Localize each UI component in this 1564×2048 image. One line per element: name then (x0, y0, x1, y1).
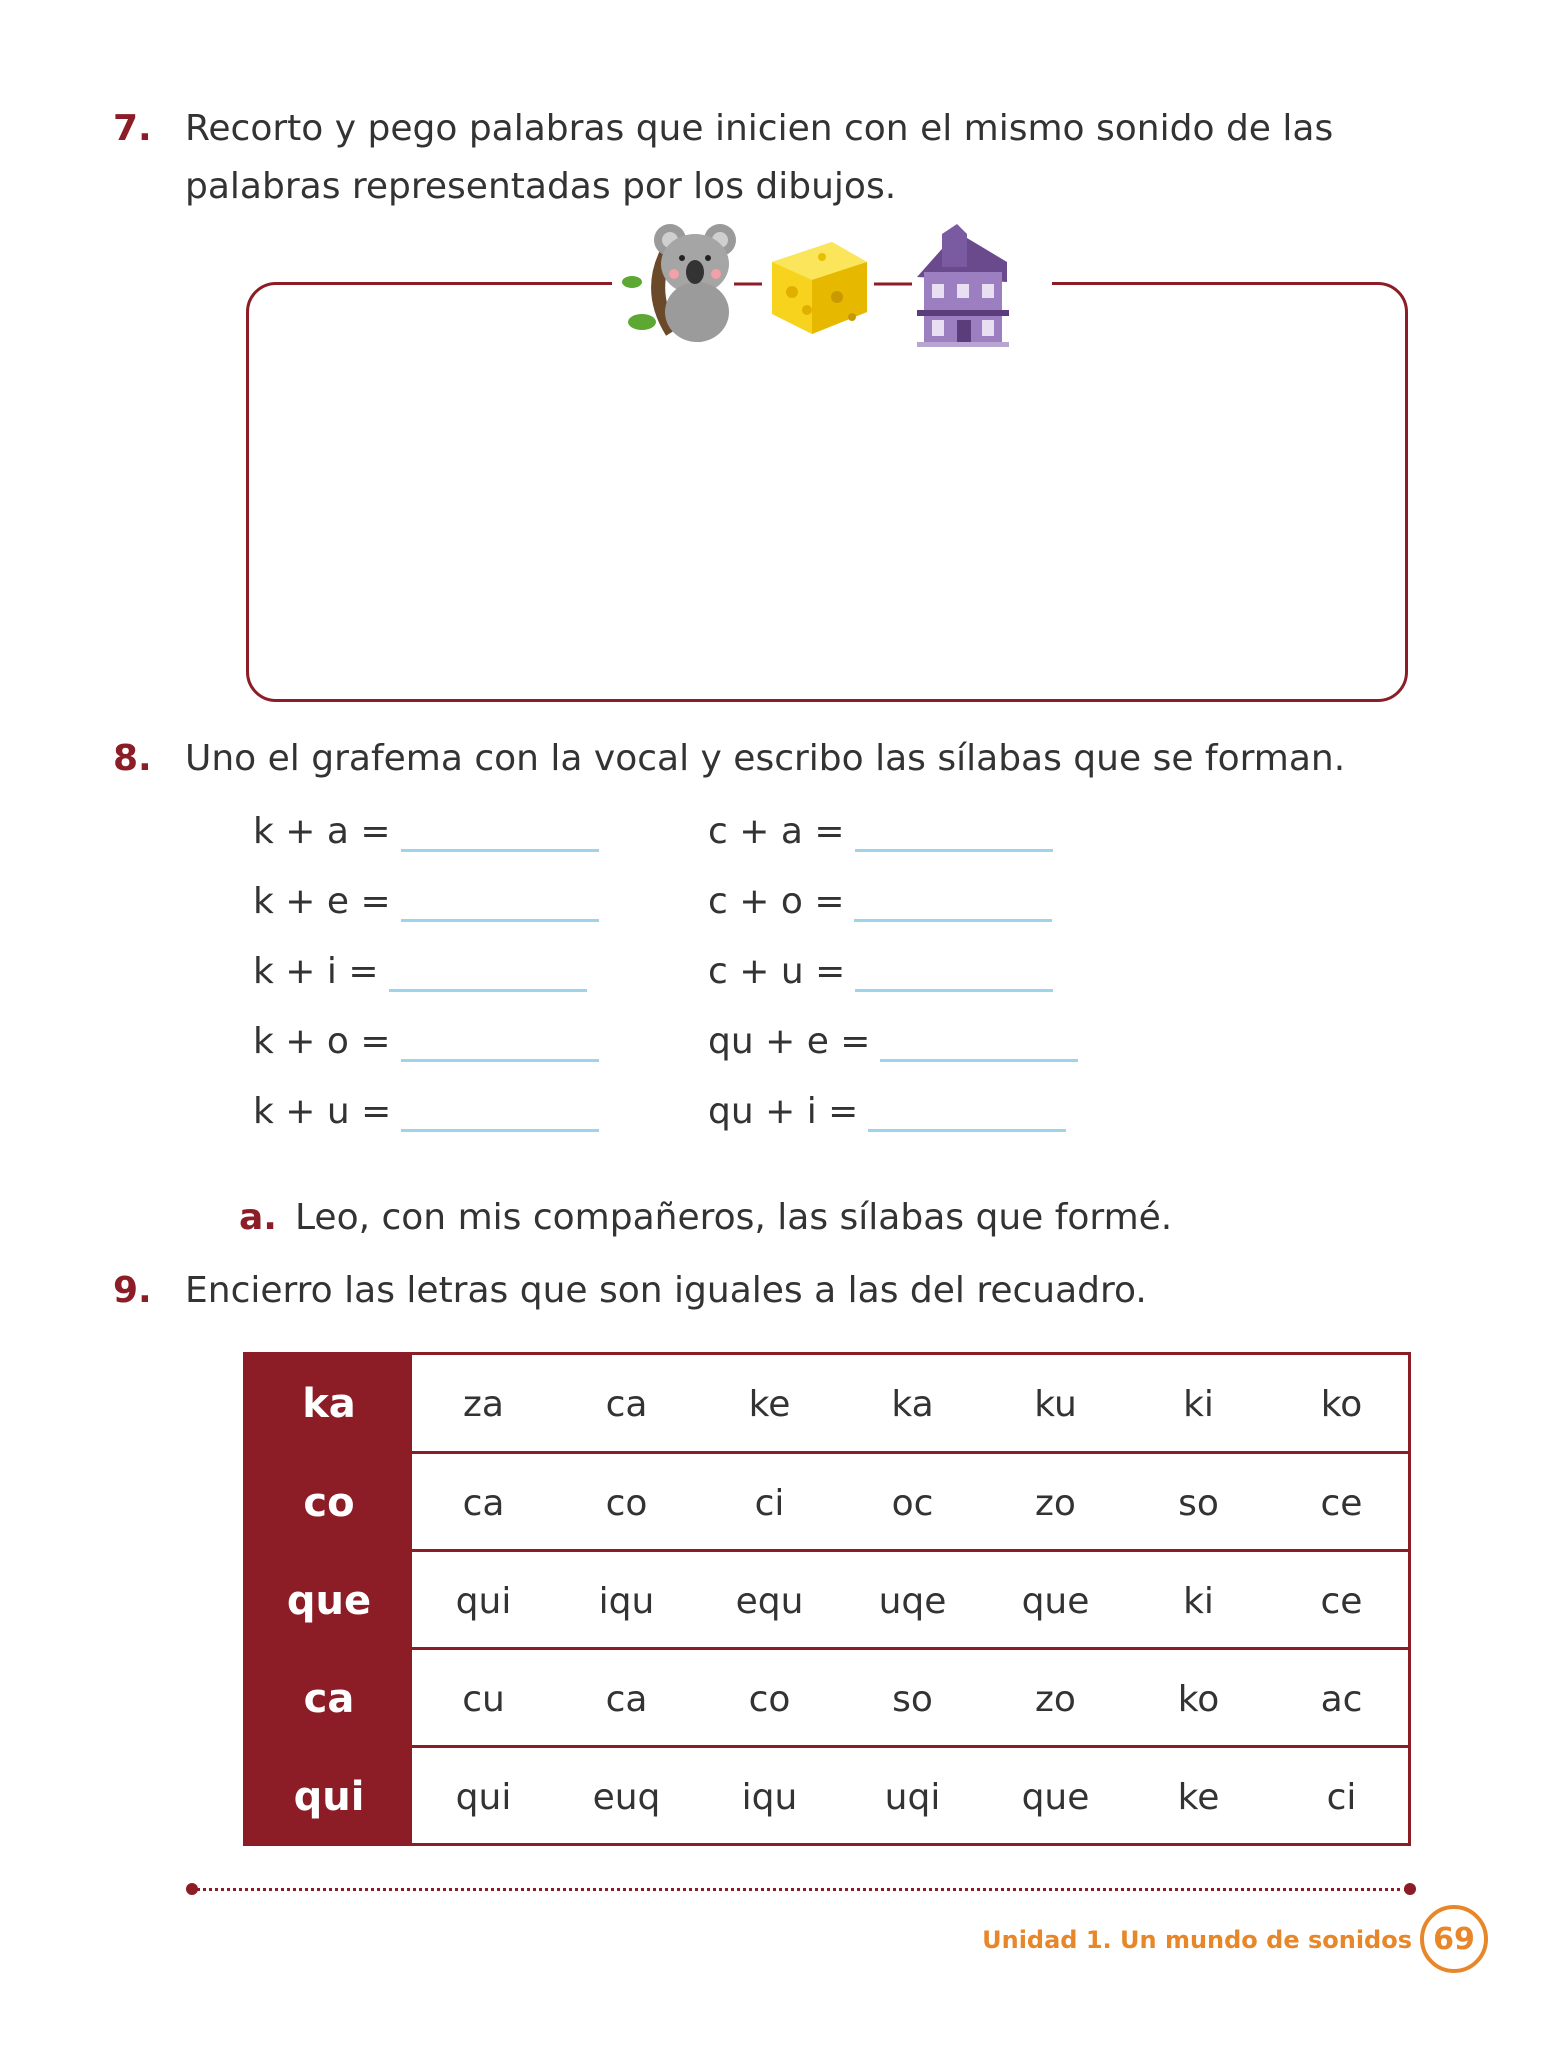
answer-blank[interactable] (401, 1031, 599, 1062)
syllable-cell[interactable]: ki (1183, 1580, 1214, 1622)
syllable-item (708, 952, 1053, 992)
syllable-expression: c + u = (708, 951, 846, 992)
question-7-text: Recorto y pego palabras que inicien con el mismo sonido de las palabras representadas por los dibujos. (185, 108, 1334, 207)
syllable-cell[interactable]: que (1021, 1776, 1090, 1818)
question-8-number: 8. (113, 738, 152, 779)
row-header: que (246, 1552, 412, 1650)
syllable-cell[interactable]: co (748, 1678, 791, 1720)
syllable-item (253, 1092, 599, 1132)
answer-blank[interactable] (855, 961, 1053, 992)
answer-blank[interactable] (855, 821, 1053, 852)
syllable-cell[interactable]: ce (1320, 1482, 1363, 1524)
syllable-expression: k + a = (253, 811, 391, 852)
question-8-text: Uno el grafema con la vocal y escribo las sílabas que se forman. (185, 738, 1346, 779)
syllable-cell[interactable]: iqu (741, 1776, 798, 1818)
syllable-cell[interactable]: uqi (884, 1776, 941, 1818)
syllable-cell[interactable]: ca (462, 1482, 505, 1524)
syllable-cell[interactable]: euq (592, 1776, 661, 1818)
answer-blank[interactable] (880, 1031, 1078, 1062)
syllable-expression: k + i = (253, 951, 379, 992)
house-icon (917, 224, 1009, 347)
syllable-cell[interactable]: ke (748, 1383, 791, 1425)
syllable-cell[interactable]: oc (891, 1482, 934, 1524)
syllable-cell[interactable]: ce (1320, 1580, 1363, 1622)
syllable-item (708, 1022, 1078, 1062)
syllable-cell[interactable]: equ (735, 1580, 804, 1622)
page-number: 69 (1420, 1905, 1488, 1973)
syllable-item (708, 882, 1052, 922)
syllable-cell[interactable]: qui (455, 1580, 512, 1622)
answer-blank[interactable] (389, 961, 587, 992)
row-header: ka (246, 1355, 412, 1453)
question-7-number: 7. (113, 108, 152, 149)
syllable-cell[interactable]: ko (1177, 1678, 1220, 1720)
syllable-cell[interactable]: ku (1034, 1383, 1077, 1425)
syllable-cell[interactable]: so (1178, 1482, 1219, 1524)
answer-blank[interactable] (401, 1101, 599, 1132)
question-9-text: Encierro las letras que son iguales a las del recuadro. (185, 1270, 1147, 1311)
answer-blank[interactable] (401, 821, 599, 852)
syllable-expression: qu + i = (708, 1091, 859, 1132)
syllable-cell[interactable]: za (463, 1383, 504, 1425)
syllable-expression: qu + e = (708, 1021, 871, 1062)
syllable-cell[interactable]: que (1021, 1580, 1090, 1622)
syllable-expression: k + o = (253, 1021, 391, 1062)
syllable-cell[interactable]: zo (1035, 1482, 1076, 1524)
question-8a-letter: a. (239, 1197, 277, 1238)
syllable-cell[interactable]: ca (605, 1383, 648, 1425)
syllable-cell[interactable]: qui (455, 1776, 512, 1818)
syllable-cell[interactable]: ci (754, 1482, 785, 1524)
syllable-cell[interactable]: zo (1035, 1678, 1076, 1720)
syllable-cell[interactable]: iqu (598, 1580, 655, 1622)
syllable-item (253, 1022, 599, 1062)
row-header: ca (246, 1650, 412, 1748)
syllable-cell[interactable]: ki (1183, 1383, 1214, 1425)
syllable-expression: c + o = (708, 881, 845, 922)
table-row (246, 1549, 1408, 1650)
pictures-strip (612, 222, 1052, 352)
syllable-cell[interactable]: co (605, 1482, 648, 1524)
answer-blank[interactable] (854, 891, 1052, 922)
table-row (246, 1451, 1408, 1552)
syllable-table (243, 1352, 1411, 1846)
answer-blank[interactable] (401, 891, 599, 922)
syllable-item (253, 952, 587, 992)
table-row (246, 1355, 1408, 1453)
syllable-expression: c + a = (708, 811, 845, 852)
answer-blank[interactable] (868, 1101, 1066, 1132)
footer-unit-title: Unidad 1. Un mundo de sonidos (982, 1926, 1412, 1954)
syllable-cell[interactable]: uqe (878, 1580, 947, 1622)
question-8a-text: Leo, con mis compañeros, las sílabas que formé. (295, 1197, 1173, 1238)
syllable-item (253, 812, 599, 852)
question-8 (113, 730, 1346, 788)
syllable-expression: k + u = (253, 1091, 392, 1132)
syllable-cell[interactable]: so (892, 1678, 933, 1720)
syllable-item (253, 882, 599, 922)
syllable-cell[interactable]: ke (1177, 1776, 1220, 1818)
row-header: qui (246, 1748, 412, 1846)
syllable-cell[interactable]: cu (462, 1678, 505, 1720)
row-header: co (246, 1454, 412, 1552)
syllable-cell[interactable]: ka (891, 1383, 934, 1425)
koala-icon (622, 224, 736, 342)
syllable-expression: k + e = (253, 881, 391, 922)
question-8a (239, 1190, 1173, 1246)
syllable-cell[interactable]: ci (1326, 1776, 1357, 1818)
syllable-cell[interactable]: ko (1320, 1383, 1363, 1425)
footer-divider (190, 1888, 1408, 1891)
footer-dot-right (1404, 1883, 1416, 1895)
syllable-item (708, 1092, 1066, 1132)
table-row (246, 1745, 1408, 1846)
question-7 (113, 100, 1385, 216)
syllable-cell[interactable]: ca (605, 1678, 648, 1720)
question-9 (113, 1262, 1147, 1320)
table-row (246, 1647, 1408, 1748)
question-9-number: 9. (113, 1270, 152, 1311)
syllable-cell[interactable]: ac (1320, 1678, 1363, 1720)
syllable-item (708, 812, 1053, 852)
cheese-icon (772, 242, 867, 334)
